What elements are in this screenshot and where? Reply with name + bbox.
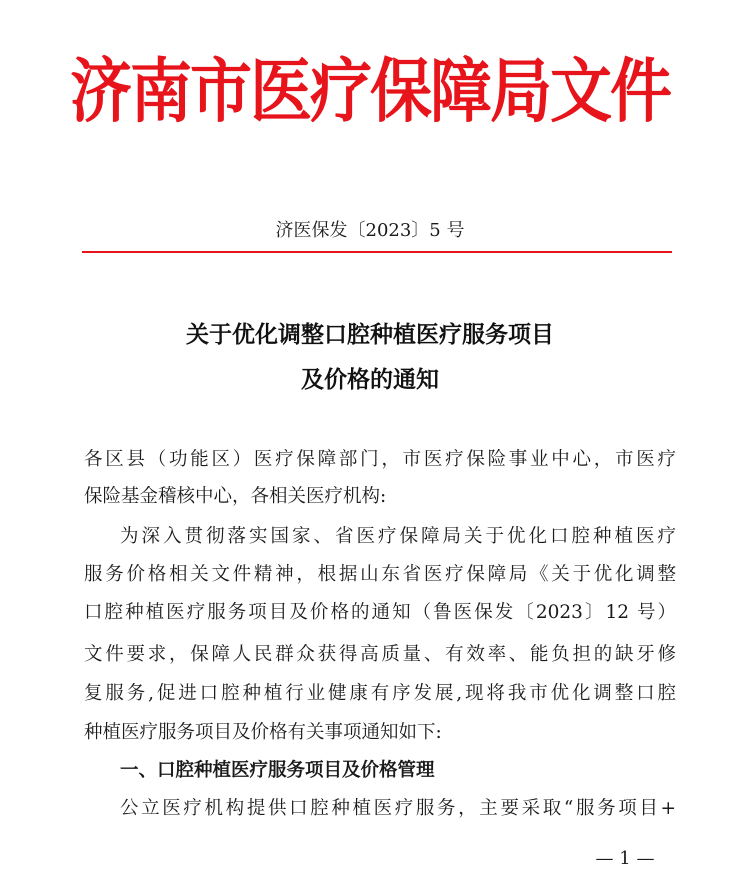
document-number: 济医保发〔2023〕5 号	[275, 220, 465, 241]
paragraph-line-7: 公立医疗机构提供口腔种植医疗服务，主要采取“服务项目+	[120, 798, 676, 819]
paragraph-line-2: 服务价格相关文件精神，根据山东省医疗保障局《关于优化调整	[84, 564, 676, 585]
section-heading: 一、口腔种植医疗服务项目及价格管理	[120, 760, 435, 781]
masthead: 济南市医疗保障局文件	[69, 50, 670, 132]
paragraph-line-6: 种植医疗服务项目及价格有关事项通知如下:	[84, 722, 442, 743]
paragraph-line-5: 复服务,促进口腔种植行业健康有序发展,现将我市优化调整口腔	[84, 683, 676, 704]
addressee-line-1: 各区县（功能区）医疗保障部门，市医疗保险事业中心，市医疗	[84, 449, 676, 470]
addressee-line-2: 保险基金稽核中心，各相关医疗机构:	[84, 486, 387, 507]
document-title-line-2: 及价格的通知	[301, 366, 439, 393]
paragraph-line-3: 口腔种植医疗服务项目及价格的通知（鲁医保发〔2023〕12 号）	[84, 602, 676, 623]
document-title-line-1: 关于优化调整口腔种植医疗服务项目	[186, 321, 554, 348]
paragraph-line-1: 为深入贯彻落实国家、省医疗保障局关于优化口腔种植医疗	[120, 526, 676, 547]
page-number: — 1 —	[595, 848, 655, 869]
red-divider	[82, 251, 672, 253]
paragraph-line-4: 文件要求，保障人民群众获得高质量、有效率、能负担的缺牙修	[84, 644, 676, 665]
